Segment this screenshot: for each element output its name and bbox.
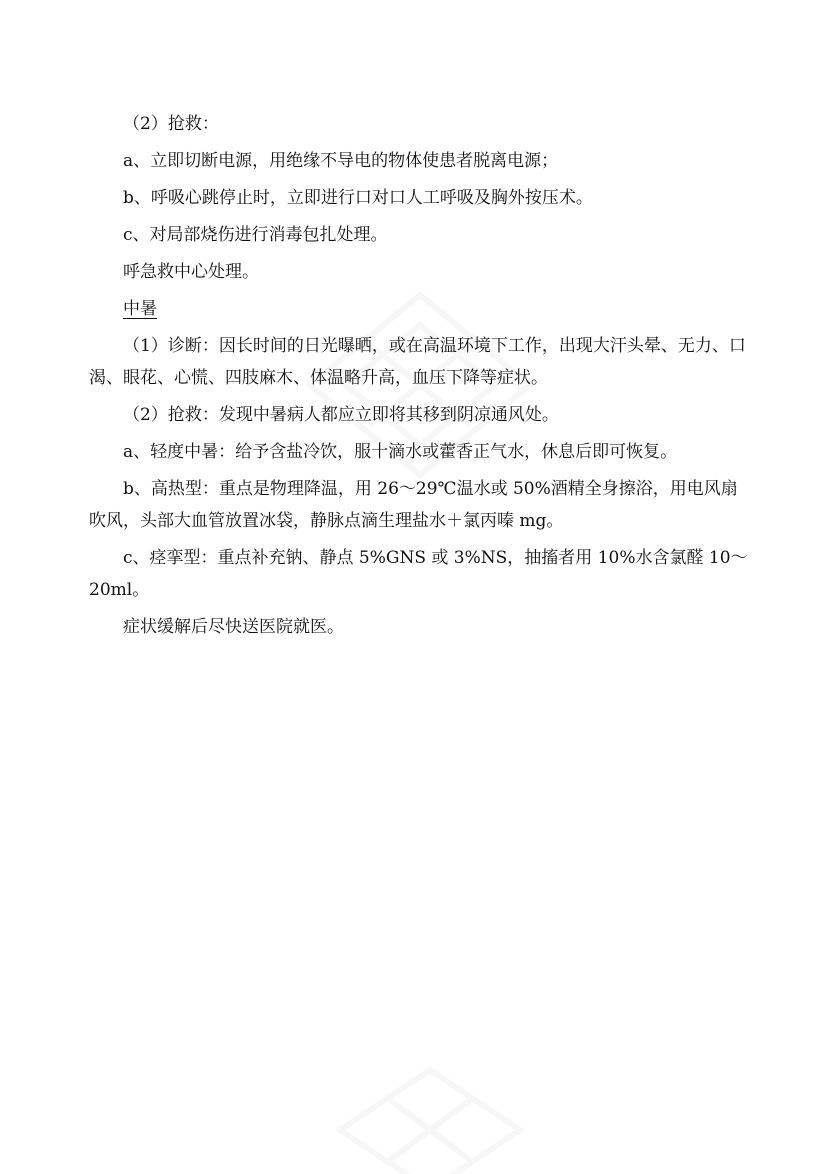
document-body <box>89 108 749 648</box>
paragraph-mild-heatstroke: a、轻度中暑：给予含盐冷饮，服十滴水或藿香正气水，休息后即可恢复。 <box>123 442 678 462</box>
paragraph-burn-treatment: c、对局部烧伤进行消毒包扎处理。 <box>123 225 388 245</box>
heatstroke-title: 中暑 <box>123 299 157 319</box>
paragraph-cramp-type: c、痉挛型：重点补充钠、静点 5%GNS 或 3%NS，抽搐者用 10%水含氯醛 10～20ml。 <box>89 548 748 600</box>
section-heading-heatstroke <box>89 293 749 325</box>
paragraph-heatstroke-rescue: （2）抢救：发现中暑病人都应立即将其移到阴凉通风处。 <box>123 405 559 425</box>
diamond-watermark-icon <box>330 1060 530 1174</box>
paragraph-call-emergency: 呼急救中心处理。 <box>123 262 259 282</box>
paragraph-go-to-hospital: 症状缓解后尽快送医院就医。 <box>123 617 344 637</box>
paragraph-diagnosis: （1）诊断：因长时间的日光曝晒，或在高温环境下工作，出现大汗头晕、无力、口渴、眼花、心慌、四肢麻木、体温略升高，血压下降等症状。 <box>89 336 746 388</box>
paragraph-high-fever-type: b、高热型：重点是物理降温，用 26～29℃温水或 50%酒精全身擦浴，用电风扇吹风，头部大血管放置冰袋，静脉点滴生理盐水＋氯丙嗪 mg。 <box>89 479 738 531</box>
paragraph-rescue-heading: （2）抢救： <box>123 114 219 134</box>
paragraph-cut-power: a、立即切断电源，用绝缘不导电的物体使患者脱离电源； <box>123 151 559 171</box>
paragraph-cpr: b、呼吸心跳停止时，立即进行口对口人工呼吸及胸外按压术。 <box>123 188 593 208</box>
